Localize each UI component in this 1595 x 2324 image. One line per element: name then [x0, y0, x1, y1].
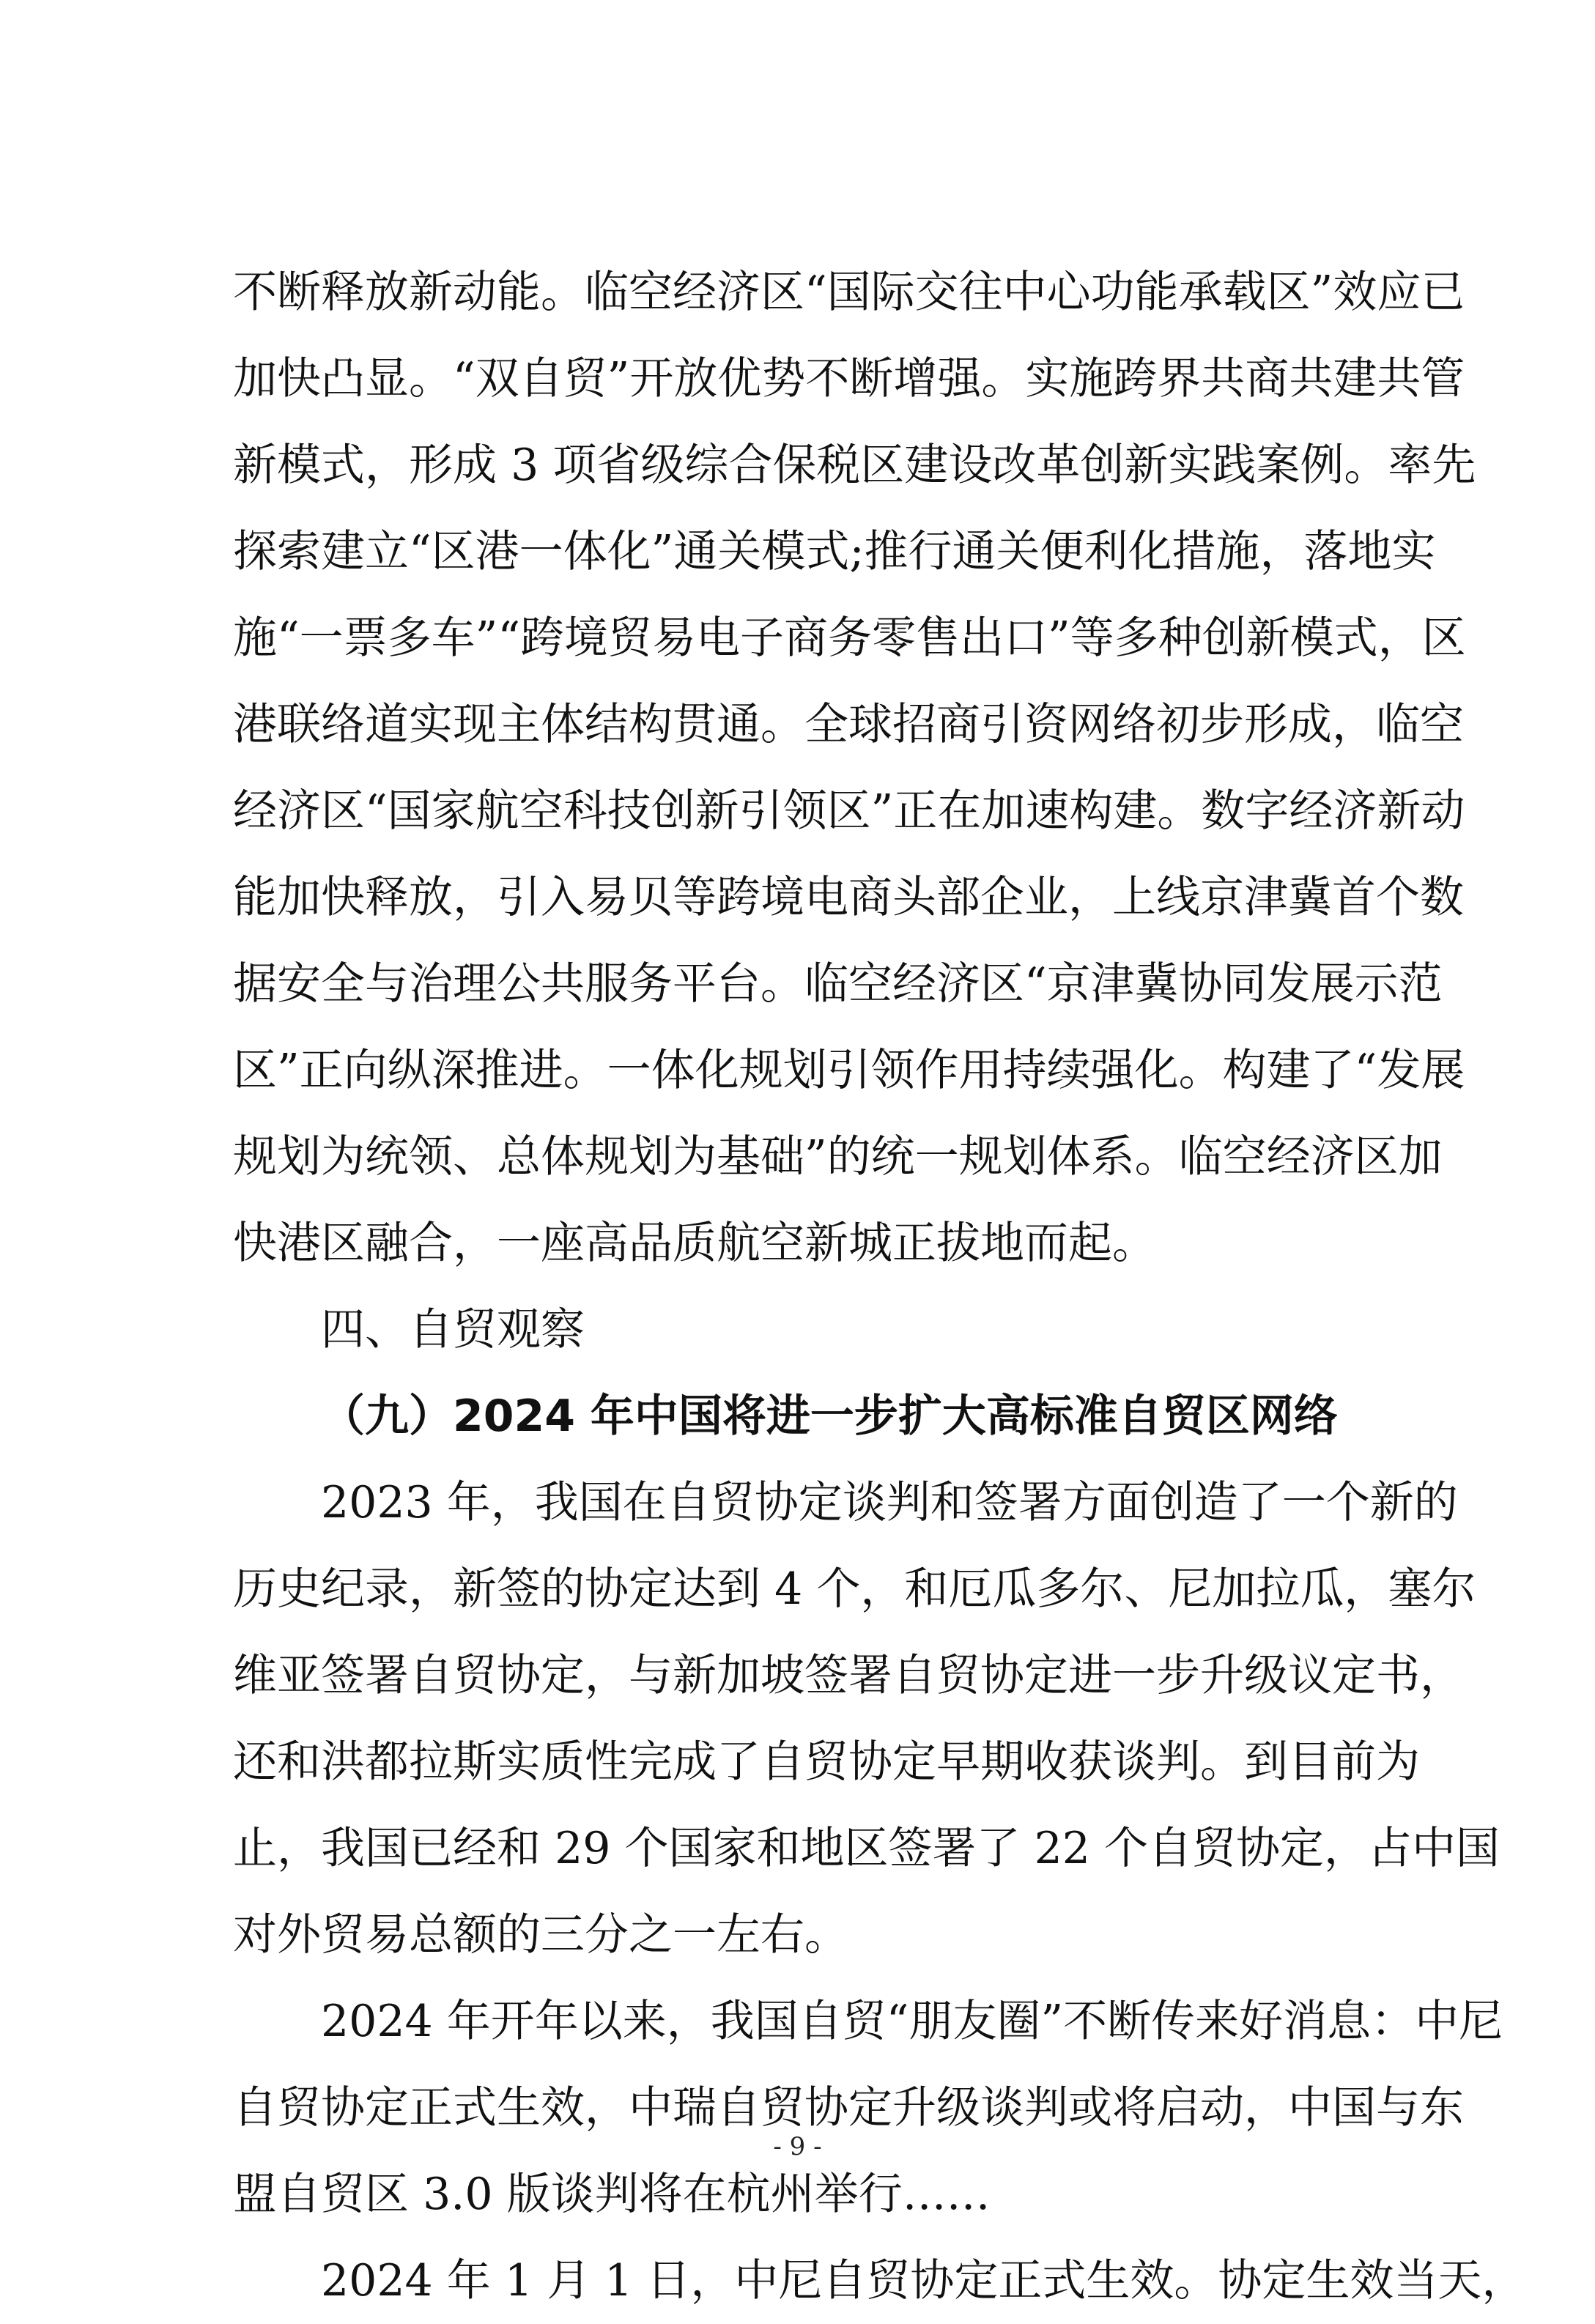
- text-line: 据安全与治理公共服务平台。临空经济区“京津冀协同发展示范: [233, 958, 1443, 1010]
- document-body: [233, 249, 1526, 2324]
- text-line: 2024 年开年以来，我国自贸“朋友圈”不断传来好消息：中尼: [321, 1996, 1503, 2047]
- text-line: 还和洪都拉斯实质性完成了自贸协定早期收获谈判。到目前为: [233, 1736, 1420, 1788]
- text-line: 探索建立“区港一体化”通关模式;推行通关便利化措施，落地实: [233, 526, 1436, 577]
- text-line: 维亚签署自贸协定，与新加坡签署自贸协定进一步升级议定书，: [233, 1650, 1464, 1701]
- text-line: 经济区“国家航空科技创新引领区”正在加速构建。数字经济新动: [233, 785, 1465, 837]
- text-line: 自贸协定正式生效，中瑞自贸协定升级谈判或将启动，中国与东: [233, 2082, 1464, 2134]
- text-line: 对外贸易总额的三分之一左右。: [233, 1909, 848, 1961]
- text-line: 不断释放新动能。临空经济区“国际交往中心功能承载区”效应已: [233, 267, 1465, 318]
- paragraph: [233, 2238, 1526, 2324]
- paragraph: [233, 1459, 1500, 1978]
- text-line: 止，我国已经和 29 个国家和地区签署了 22 个自贸协定，占中国: [233, 1823, 1500, 1874]
- paragraph: [233, 249, 1476, 1287]
- text-line: 能加快释放，引入易贝等跨境电商头部企业，上线京津冀首个数: [233, 872, 1464, 923]
- text-line: 2023 年，我国在自贸协定谈判和签署方面创造了一个新的: [321, 1477, 1458, 1528]
- subsection-heading: （九）2024 年中国将进一步扩大高标准自贸区网络: [321, 1391, 1338, 1442]
- text-line: 2024 年 1 月 1 日，中尼自贸协定正式生效。协定生效当天，: [321, 2255, 1526, 2306]
- paragraph: [233, 1978, 1503, 2238]
- text-line: 规划为统领、总体规划为基础”的统一规划体系。临空经济区加: [233, 1131, 1443, 1183]
- section-heading: 四、自贸观察: [321, 1304, 585, 1355]
- page-number: - 9 -: [773, 2132, 822, 2161]
- text-line: 港联络道实现主体结构贯通。全球招商引资网络初步形成，临空: [233, 699, 1464, 750]
- text-line: 快港区融合，一座高品质航空新城正拔地而起。: [233, 1218, 1156, 1269]
- text-line: 区”正向纵深推进。一体化规划引领作用持续强化。构建了“发展: [233, 1045, 1465, 1096]
- text-line: 新模式，形成 3 项省级综合保税区建设改革创新实践案例。率先: [233, 440, 1476, 491]
- text-line: 历史纪录，新签的协定达到 4 个，和厄瓜多尔、尼加拉瓜，塞尔: [233, 1563, 1476, 1615]
- text-line: 盟自贸区 3.0 版谈判将在杭州举行……: [233, 2169, 991, 2220]
- text-line: 施“一票多车”“跨境贸易电子商务零售出口”等多种创新模式，区: [233, 613, 1466, 664]
- text-line: 加快凸显。“双自贸”开放优势不断增强。实施跨界共商共建共管: [233, 353, 1465, 404]
